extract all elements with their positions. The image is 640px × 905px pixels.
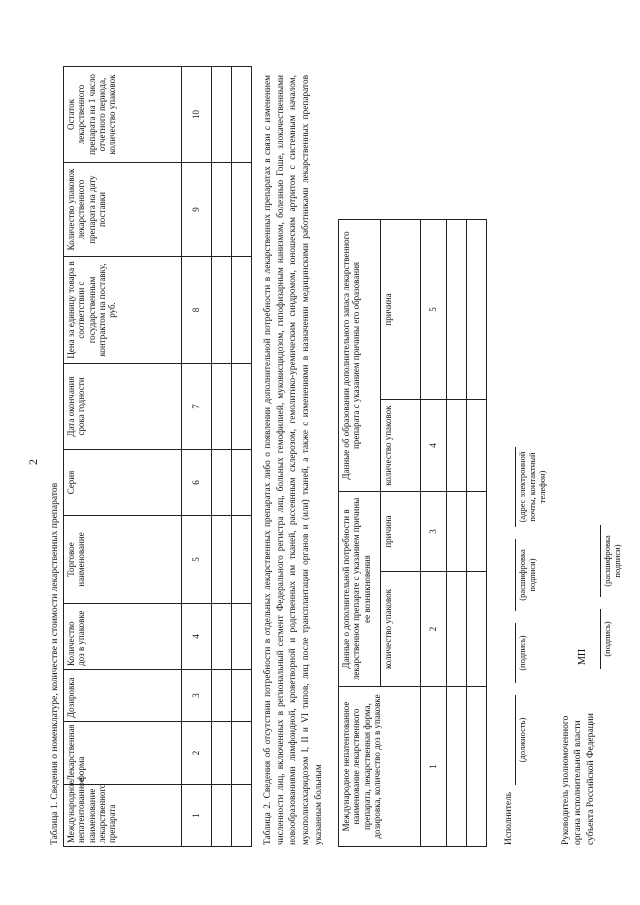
table1-empty-cell xyxy=(232,604,252,670)
table2-number-cell: 3 xyxy=(421,491,447,571)
table2-subheader-quantity: количество упаковок xyxy=(381,399,421,491)
executor-position-line xyxy=(515,695,516,785)
table1-number-cell: 10 xyxy=(182,67,212,163)
table1-header-expiry: Дата окончания срока годности xyxy=(64,364,182,450)
table1-empty-cell xyxy=(212,163,232,257)
executor-decoding-caption: (расшифровка подписи) xyxy=(517,549,537,601)
table2-empty-cell xyxy=(467,572,487,687)
table1-empty-cell xyxy=(212,670,232,722)
table2-empty-cell xyxy=(467,219,487,399)
table1-empty-cell xyxy=(232,67,252,163)
table1-empty-cell xyxy=(232,163,252,257)
table1-header-series: Серия xyxy=(64,450,182,516)
head-signature-caption: (подпись) xyxy=(602,621,612,657)
table1-header-dosage: Дозировка xyxy=(64,670,182,722)
table1-empty-cell xyxy=(212,722,232,785)
table1-header-packages: Количество упаковок лекарственного препарата на дату поставки xyxy=(64,163,182,257)
table2-empty-cell xyxy=(467,687,487,847)
table2-subheader-reason: причина xyxy=(381,219,421,399)
table1-number-cell: 4 xyxy=(182,604,212,670)
table2-number-cell: 4 xyxy=(421,399,447,491)
table1-empty-cell xyxy=(212,450,232,516)
table1-empty-cell xyxy=(212,604,232,670)
table2-empty-cell xyxy=(447,219,467,399)
executor-contacts-line xyxy=(515,447,516,527)
head-decoding-caption: (расшифровка подписи) xyxy=(602,535,622,587)
table2-number-cell: 5 xyxy=(421,219,447,399)
table2-number-cell: 1 xyxy=(421,687,447,847)
table1-header-price: Цена за единицу товара в соответствии с государственным контрактом на поставку, руб. xyxy=(64,257,182,364)
executor-position-caption: (должность) xyxy=(517,717,527,763)
table1-header-doses: Количество доз в упаковке xyxy=(64,604,182,670)
stamp-place-label: МП xyxy=(577,648,588,665)
table2-paragraph: Таблица 2. Сведения об отсутствии потребности в отдельных лекарственных препаратах либо о появлении дополнительной потребности в лекарственных препаратах в связи с изменением численности лиц, включенных в региональный сегмент Федерального регистра лиц, больных гемофилией, муковисцидозом, гипофизарным нанизмом, болезнью Гоше, злокачественными новообразованиями лимфоидной, кроветворной и родственных им тканей, рассеянным склерозом, гемолитико-уремическим синдромом, юношеским артритом с системным началом, мукополисахаридозом I, II и VI типов, лиц после трансплантации органов и (или) тканей, а также с изменениями в назначении медицинскими работниками лекарственных препаратов указанным больным xyxy=(263,75,324,845)
table2-header-need: Данные о дополнительной потребности в лекарственном препарате с указанием причины ее возникновения xyxy=(339,491,381,686)
executor-decoding-line xyxy=(515,539,516,611)
table2-subheader-reason: причина xyxy=(381,491,421,571)
table1-empty-cell xyxy=(212,364,232,450)
table1-empty-cell xyxy=(212,516,232,604)
table1-number-cell: 3 xyxy=(182,670,212,722)
table2-subheader-quantity: количество упаковок xyxy=(381,572,421,687)
head-signature-line xyxy=(600,609,601,669)
table1-number-cell: 9 xyxy=(182,163,212,257)
executor-contacts-caption: (адрес электронной почты, контактный телефон) xyxy=(517,451,547,523)
executor-signature-caption: (подпись) xyxy=(517,635,527,671)
table2-empty-cell xyxy=(467,491,487,571)
table1-number-cell: 6 xyxy=(182,450,212,516)
executor-label: Исполнитель xyxy=(504,791,514,845)
table1-header-inn: Международное непатентованное наименование лекарственного препарата xyxy=(64,785,182,847)
page-number: 2 xyxy=(26,459,40,465)
table2-empty-cell xyxy=(447,491,467,571)
table1-empty-cell xyxy=(232,364,252,450)
table2-empty-cell xyxy=(467,399,487,491)
table1-number-cell: 7 xyxy=(182,364,212,450)
table1-empty-cell xyxy=(212,257,232,364)
table1-number-cell: 2 xyxy=(182,722,212,785)
table1-empty-cell xyxy=(232,722,252,785)
table1-empty-cell xyxy=(212,67,232,163)
table1-empty-cell xyxy=(232,670,252,722)
table1-empty-cell xyxy=(232,785,252,847)
table1-empty-cell xyxy=(232,516,252,604)
table1-number-cell: 5 xyxy=(182,516,212,604)
table1-empty-cell xyxy=(212,785,232,847)
head-label: Руководитель уполномоченного органа исполнительной власти субъекта Российской Федерации xyxy=(561,713,596,845)
table1-header-trade-name: Торговое наименование xyxy=(64,516,182,604)
table1-number-cell: 1 xyxy=(182,785,212,847)
table1-number-cell: 8 xyxy=(182,257,212,364)
table2-header-stock: Данные об образовании дополнительного запаса лекарственного препарата с указанием причины его образования xyxy=(339,219,381,491)
table1-header-form: Лекарственная форма xyxy=(64,722,182,785)
table2-empty-cell xyxy=(447,399,467,491)
table2-empty-cell xyxy=(447,687,467,847)
table1-caption: Таблица 1. Сведения о номенклатуре, количестве и стоимости лекарственных препаратов xyxy=(50,482,60,845)
table2-number-cell: 2 xyxy=(421,572,447,687)
table1-empty-cell xyxy=(232,257,252,364)
table2 xyxy=(338,219,487,847)
table2-header-inn: Международное непатентованное наименование лекарственного препарата, лекарственная форма, дозировка, количество доз в упаковке xyxy=(339,687,421,847)
table1 xyxy=(63,66,252,847)
executor-signature-line xyxy=(515,623,516,683)
head-decoding-line xyxy=(600,525,601,597)
table2-empty-cell xyxy=(447,572,467,687)
table1-header-remainder: Остаток лекарственного препарата на 1 число отчетного периода, количество упаковок xyxy=(64,67,182,163)
table1-empty-cell xyxy=(232,450,252,516)
